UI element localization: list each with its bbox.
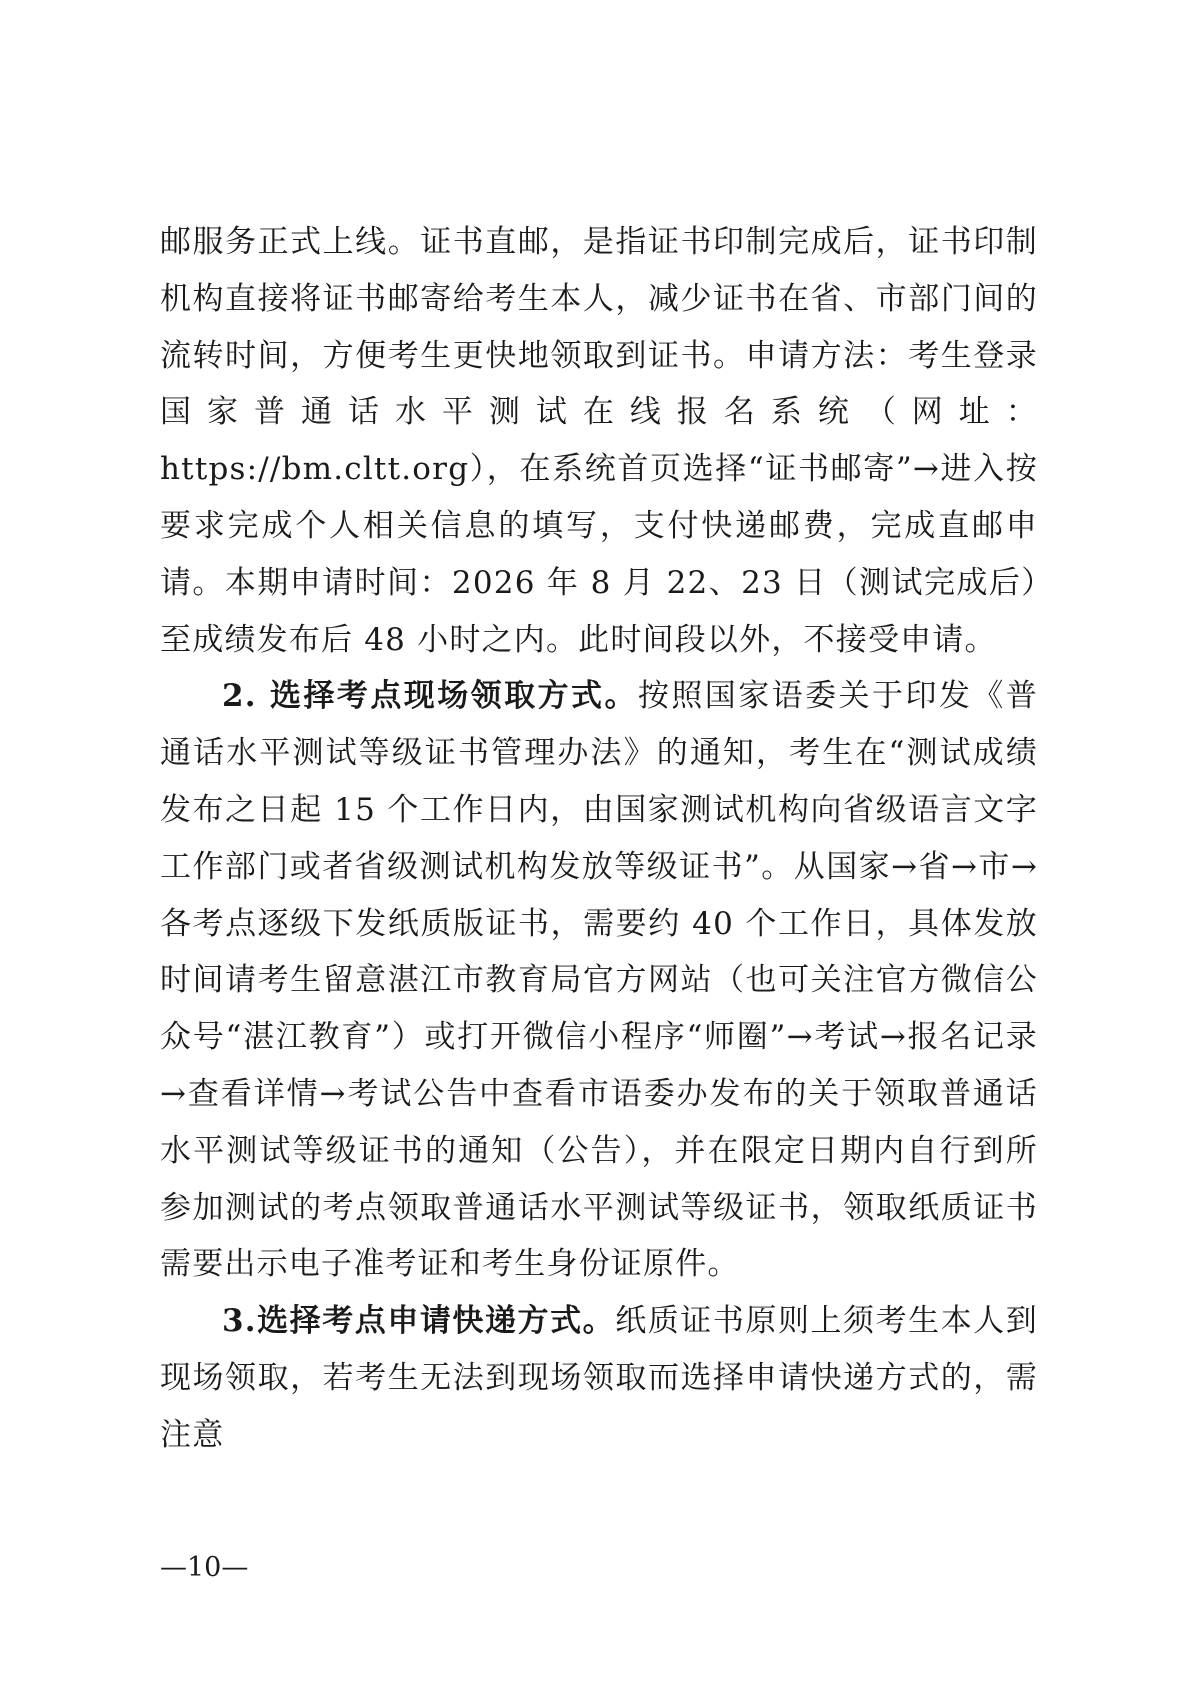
paragraph-text: 纸质证书原则上须考生本人到现场领取，若考生无法到现场领取而选择申请快递方式的，需注意 [160,1303,1038,1453]
paragraph-onsite-pickup [160,668,1038,1293]
paragraph-express-delivery [160,1293,1038,1463]
paragraph-text: 邮服务正式上线。证书直邮，是指证书印制完成后，证书印制机构直接将证书邮寄给考生本人，减少证书在省、市部门间的流转时间，方便考生更快地领取到证书。申请方法：考生登录国家普通话水平测试在线报名系统（网址：https://bm.cltt.org），在系统首页选择“证书邮寄”→进入按要求完成个人相关信息的填写，支付快递邮费，完成直邮申请。本期申请时间：2026 年 8 月 22、23 日（测试完成后）至成绩发布后 48 小时之内。此时间段以外，不接受申请。 [160,224,1038,658]
paragraph-lead-heading: 2. 选择考点现场领取方式。 [222,678,638,715]
document-body [160,214,1038,1464]
paragraph-certificate-direct-mail [160,214,1038,668]
paragraph-text: 按照国家语委关于印发《普通话水平测试等级证书管理办法》的通知，考生在“测试成绩发布之日起 15 个工作日内，由国家测试机构向省级语言文字工作部门或者省级测试机构发放等级证书”。从国家→省→市→各考点逐级下发纸质版证书，需要约 40 个工作日，具体发放时间请考生留意湛江市教育局官方网站（也可关注官方微信公众号“湛江教育”）或打开微信小程序“师圈”→考试→报名记录→查看详情→考试公告中查看市语委办发布的关于领取普通话水平测试等级证书的通知（公告），并在限定日期内自行到所参加测试的考点领取普通话水平测试等级证书，领取纸质证书需要出示电子准考证和考生身份证原件。 [160,678,1038,1283]
page-number: —10— [160,1552,249,1583]
paragraph-lead-heading: 3.选择考点申请快递方式。 [222,1303,616,1340]
